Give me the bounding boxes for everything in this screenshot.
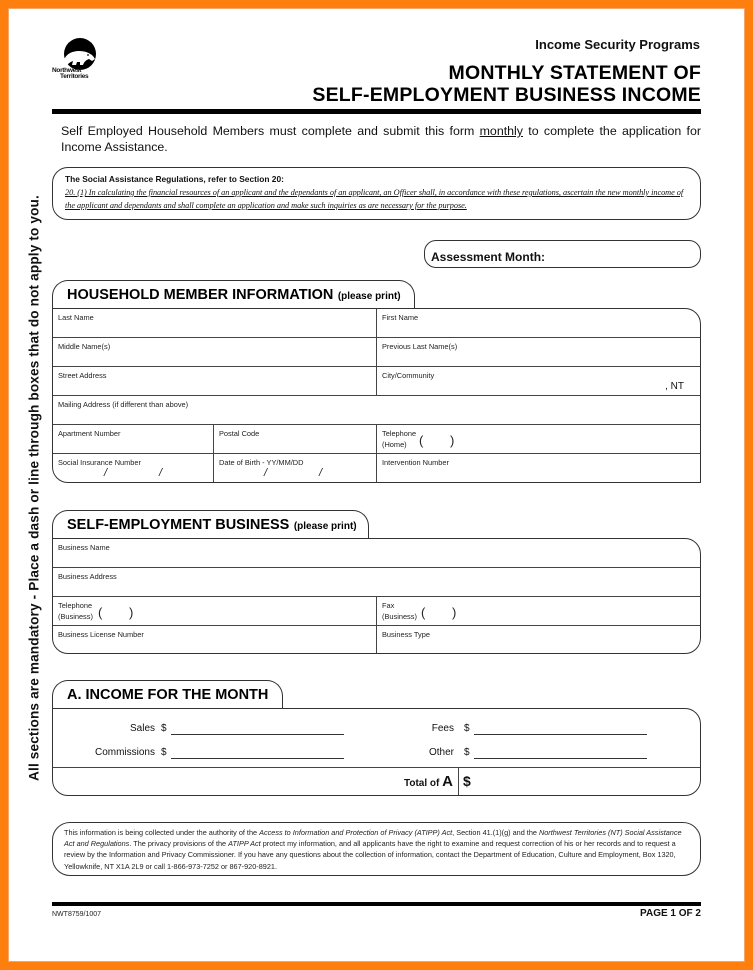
commissions-label: Commissions	[94, 747, 155, 758]
dob-separator: /	[264, 467, 268, 479]
sales-input[interactable]	[171, 734, 344, 735]
first-name-label: First Name	[382, 313, 419, 322]
area-code-close-paren: )	[450, 433, 455, 448]
assessment-month-label: Assessment Month:	[431, 250, 546, 264]
apartment-number-label: Apartment Number	[58, 429, 121, 438]
area-code-open-paren: (	[98, 605, 103, 620]
mailing-address-field[interactable]	[53, 396, 701, 424]
city-community-field[interactable]	[377, 367, 701, 395]
title-line-2: SELF-EMPLOYMENT BUSINESS INCOME	[312, 84, 701, 106]
business-name-field[interactable]	[53, 539, 701, 567]
privacy-act2: Northwest Territories (NT) Social Assistance Act and Regulations	[64, 828, 682, 849]
street-address-label: Street Address	[58, 371, 107, 380]
regulation-body: 20. (1) In calculating the financial resources of an applicant and the dependants of an applicant, an Officer shall, in accordance with these regulations, ascertain the new monthly income of the applicant and dependants and shall complete an application and make such inquiries as are necessary for the purpose.	[65, 188, 684, 210]
telephone-business-field[interactable]	[53, 597, 376, 625]
area-code-open-paren: (	[421, 605, 426, 620]
sin-field[interactable]	[53, 454, 213, 483]
income-table	[52, 708, 701, 796]
street-address-field[interactable]	[53, 367, 376, 395]
area-code-close-paren: )	[452, 605, 457, 620]
middle-names-label: Middle Name(s)	[58, 342, 111, 351]
form-number: NWT8759/1007	[52, 911, 102, 918]
fax-business-label	[382, 600, 417, 622]
sin-separator: /	[104, 467, 108, 479]
telephone-home-label	[382, 428, 416, 450]
fax-label-line2: (Business)	[382, 612, 417, 621]
business-heading-note: (please print)	[293, 521, 357, 532]
business-heading: SELF-EMPLOYMENT BUSINESS	[67, 517, 290, 533]
mailing-address-label: Mailing Address (if different than above)	[58, 400, 189, 409]
business-address-field[interactable]	[53, 568, 701, 596]
city-community-label: City/Community	[382, 371, 435, 380]
privacy-notice	[52, 822, 701, 876]
intervention-number-field[interactable]	[377, 454, 701, 483]
last-name-field[interactable]	[53, 309, 376, 337]
household-heading-note: (please print)	[337, 291, 401, 302]
regulation-box	[52, 167, 701, 220]
apartment-number-field[interactable]	[53, 425, 213, 453]
household-heading: HOUSEHOLD MEMBER INFORMATION	[67, 287, 334, 303]
postal-code-label: Postal Code	[219, 429, 260, 438]
business-type-field[interactable]	[377, 626, 701, 654]
business-license-field[interactable]	[53, 626, 376, 654]
other-input[interactable]	[474, 758, 647, 759]
intervention-number-label: Intervention Number	[382, 458, 449, 467]
intro-emphasis: monthly	[479, 124, 523, 138]
fax-business-field[interactable]	[377, 597, 701, 625]
date-of-birth-label: Date of Birth - YY/MM/DD	[219, 458, 304, 467]
fees-input[interactable]	[474, 734, 647, 735]
privacy-act3: ATIPP Act	[228, 839, 261, 849]
privacy-p1: This information is being collected under the authority of the	[64, 828, 260, 837]
logo-line2: Territories	[60, 73, 89, 80]
business-table	[52, 538, 701, 654]
business-license-label: Business License Number	[58, 630, 144, 639]
household-section-tab	[52, 280, 415, 309]
business-type-label: Business Type	[382, 630, 430, 639]
sales-currency: $	[161, 723, 167, 734]
middle-names-field[interactable]	[53, 338, 376, 366]
nwt-logo	[52, 38, 102, 84]
total-a-field[interactable]	[459, 768, 701, 796]
business-section-tab	[52, 510, 369, 539]
province-suffix: , NT	[665, 381, 684, 392]
dob-separator: /	[319, 467, 323, 479]
title-line-1: MONTHLY STATEMENT OF	[448, 62, 701, 84]
total-letter: A	[442, 773, 453, 790]
total-label	[404, 773, 453, 790]
page-title	[312, 62, 701, 106]
assessment-month-field[interactable]	[424, 240, 701, 268]
previous-last-names-field[interactable]	[377, 338, 701, 366]
telephone-home-field[interactable]	[377, 425, 701, 453]
privacy-p2: , Section 41.(1)(g) and the	[452, 828, 539, 837]
area-code-close-paren: )	[129, 605, 134, 620]
sin-separator: /	[159, 467, 163, 479]
side-instruction: All sections are mandatory - Place a dash or line through boxes that do not apply to you.	[26, 195, 42, 781]
commissions-input[interactable]	[171, 758, 344, 759]
regulation-title: The Social Assistance Regulations, refer to Section 20:	[65, 174, 284, 184]
postal-code-field[interactable]	[214, 425, 376, 453]
area-code-open-paren: (	[419, 433, 424, 448]
business-address-label: Business Address	[58, 572, 117, 581]
total-label-text: Total of	[404, 778, 440, 789]
income-heading: A. INCOME FOR THE MONTH	[67, 687, 269, 703]
household-table	[52, 308, 701, 483]
footer-rule	[52, 902, 701, 906]
privacy-text	[64, 827, 690, 872]
privacy-p4: protect my information, and all applicants have the right to examine and request correction of his or her records and to request a review by the Information and Privacy Commissioner. If you have any questions about the collection of information, contact the Department of Education, Culture and Employment, Box 1320, Yellowknife, NT X1A 2L9 or call 1-866-973-7252 or 867-920-8921.	[64, 839, 676, 871]
sin-label: Social Insurance Number	[58, 458, 141, 467]
telephone-business-label	[58, 600, 93, 622]
intro-before: Self Employed Household Members must complete and submit this form	[61, 124, 480, 138]
fees-label: Fees	[431, 723, 454, 734]
business-name-label: Business Name	[58, 543, 110, 552]
intro-text	[61, 123, 701, 155]
date-of-birth-field[interactable]	[214, 454, 376, 483]
fax-label-line1: Fax	[382, 601, 395, 610]
other-label: Other	[428, 747, 454, 758]
commissions-currency: $	[161, 747, 167, 758]
logo-line1: Northwest	[52, 67, 82, 74]
last-name-label: Last Name	[58, 313, 94, 322]
income-section-tab	[52, 680, 283, 709]
program-name: Income Security Programs	[535, 37, 700, 52]
privacy-act1: Access to Information and Protection of Privacy (ATIPP) Act	[259, 828, 453, 837]
telephone-business-line1: Telephone	[58, 601, 93, 610]
total-currency: $	[463, 773, 471, 789]
telephone-business-line2: (Business)	[58, 612, 93, 621]
page-number: PAGE 1 OF 2	[640, 908, 701, 919]
sales-label: Sales	[129, 723, 155, 734]
fees-currency: $	[464, 723, 470, 734]
header-rule	[52, 109, 701, 114]
intro-after: to complete the application for Income Assistance.	[61, 124, 701, 154]
telephone-label-line2: (Home)	[382, 440, 407, 449]
previous-last-names-label: Previous Last Name(s)	[382, 342, 458, 351]
first-name-field[interactable]	[377, 309, 701, 337]
telephone-label-line1: Telephone	[382, 429, 417, 438]
other-currency: $	[464, 747, 470, 758]
privacy-p3: . The privacy provisions of the	[129, 839, 229, 849]
